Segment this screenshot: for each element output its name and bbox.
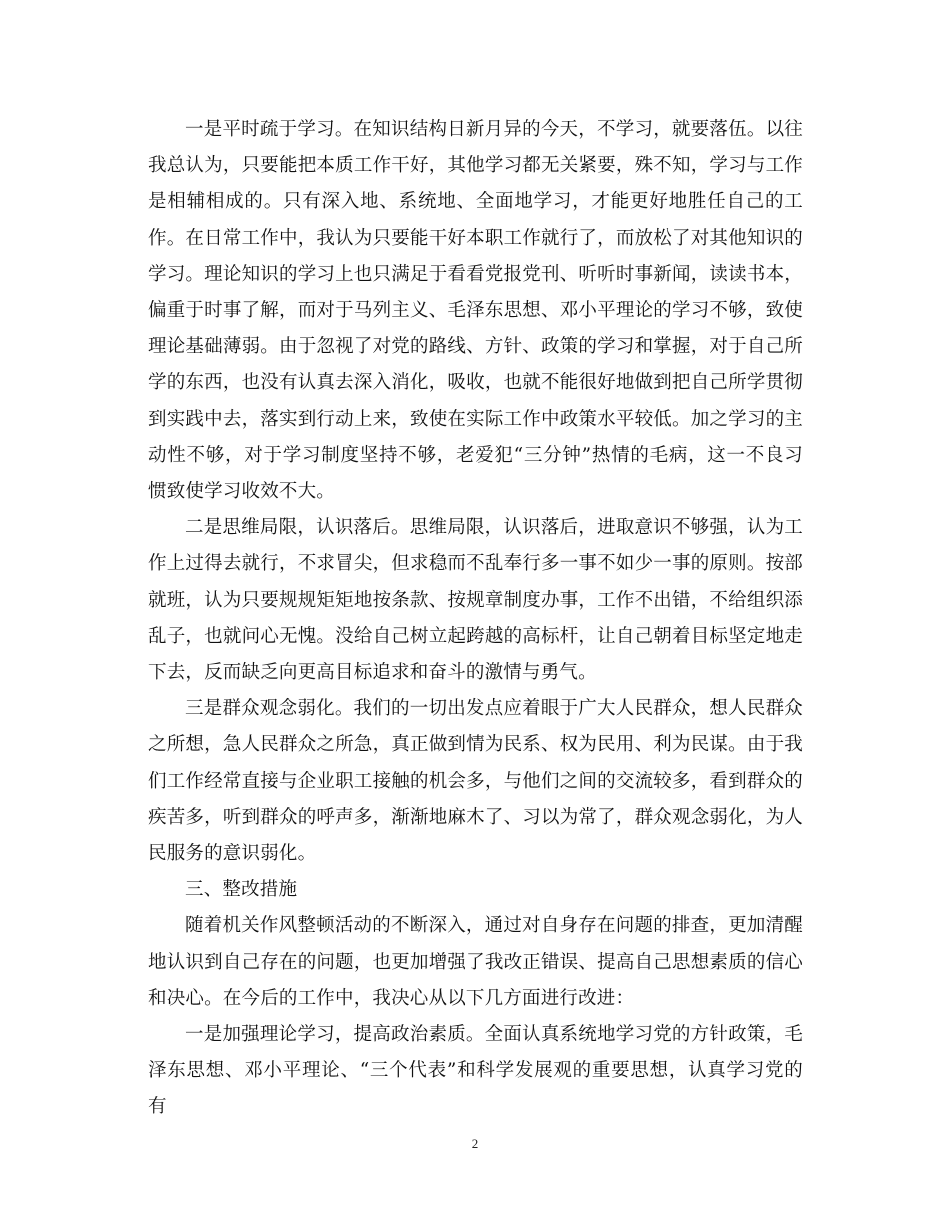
page-number: 2 [471, 1136, 479, 1151]
paragraph-mass-view: 三是群众观念弱化。我们的一切出发点应着眼于广大人民群众，想人民群众之所想，急人民群众之所急，真正做到情为民系、权为民用、利为民谋。由于我们工作经常直接与企业职工接触的机会多，与他们之间的交流较多，看到群众的疾苦多，听到群众的呼声多，渐渐地麻木了、习以为常了，群众观念弱化，为人民服务的意识弱化。 [148, 698, 803, 865]
paragraph-theory-study: 一是加强理论学习，提高政治素质。全面认真系统地学习党的方针政策，毛泽东思想、邓小平理论、“三个代表”和科学发展观的重要思想，认真学习党的有 [148, 1024, 803, 1118]
paragraph-study: 一是平时疏于学习。在知识结构日新月异的今天，不学习，就要落伍。以往我总认为，只要能把本质工作干好，其他学习都无关紧要，殊不知，学习与工作是相辅相成的。只有深入地、系统地、全面地学习，才能更好地胜任自己的工作。在日常工作中，我认为只要能干好本职工作就行了，而放松了对其他知识的学习。理论知识的学习上也只满足于看看党报党刊、听听时事新闻，读读书本，偏重于时事了解，而对于马列主义、毛泽东思想、邓小平理论的学习不够，致使理论基础薄弱。由于忽视了对党的路线、方针、政策的学习和掌握，对于自己所学的东西，也没有认真去深入消化，吸收，也就不能很好地做到把自己所学贯彻到实践中去，落实到行动上来，致使在实际工作中政策水平较低。加之学习的主动性不够，对于学习制度坚持不够，老爱犯“三分钟”热情的毛病，这一不良习惯致使学习收效不大。 [148, 119, 803, 503]
document-body [148, 112, 803, 1126]
section-heading-rectification: 三、整改措施 [185, 879, 298, 901]
paragraph-thinking: 二是思维局限，认识落后。思维局限，认识落后，进取意识不够强，认为工作上过得去就行，不求冒尖，但求稳而不乱奉行多一事不如少一事的原则。按部就班，认为只要规规矩矩地按条款、按规章制度办事，工作不出错，不给组织添乱子，也就问心无愧。没给自己树立起跨越的高标杆，让自己朝着目标坚定地走下去，反而缺乏向更高目标追求和奋斗的激情与勇气。 [148, 517, 803, 684]
paragraph-rectification-intro: 随着机关作风整顿活动的不断深入，通过对自身存在问题的排查，更加清醒地认识到自己存在的问题，也更加增强了我改正错误、提高自己思想素质的信心和决心。在今后的工作中，我决心从以下几方面进行改进： [148, 915, 803, 1009]
